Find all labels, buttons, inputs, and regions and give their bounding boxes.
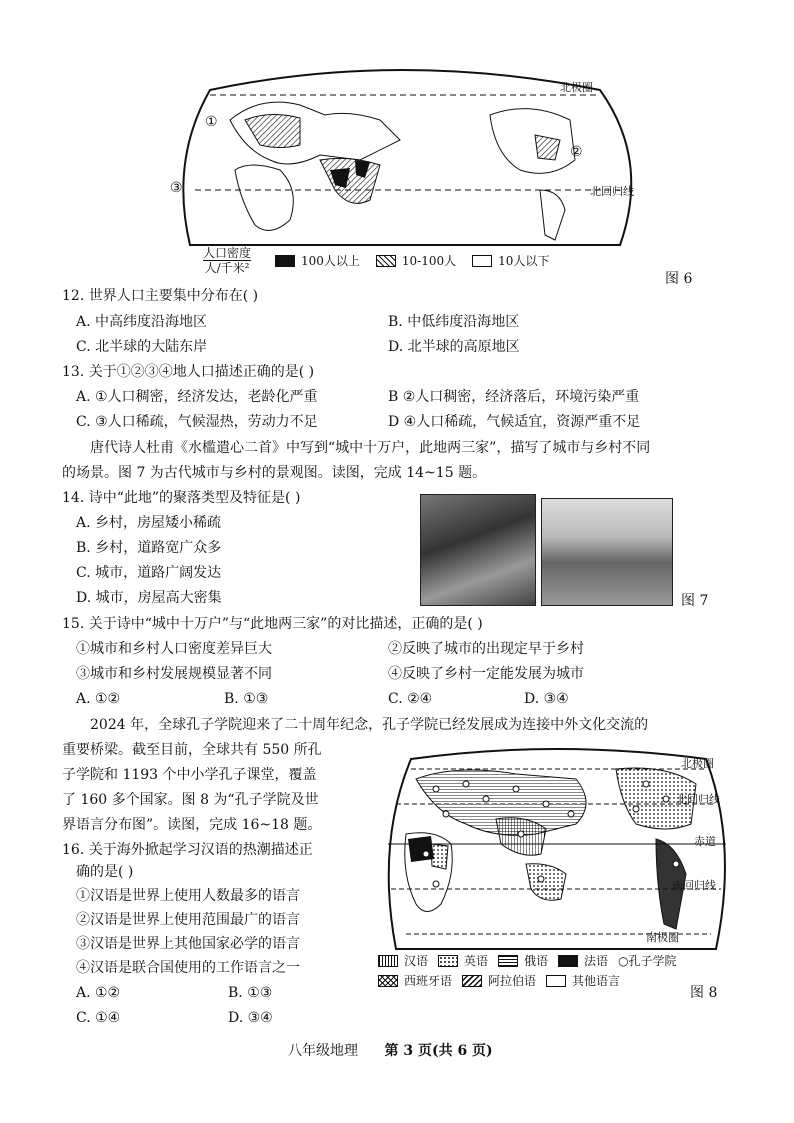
passage1-line2: 的场景。图 7 为古代城市与乡村的景观图。读图，完成 14~15 题。 xyxy=(62,465,487,481)
passage2-line3: 子学院和 1193 个中小学孔子课堂，覆盖 xyxy=(62,767,317,783)
q13-option-c: C. ③人口稀疏，气候湿热，劳动力不足 xyxy=(76,414,318,430)
legend-swatch-other xyxy=(546,975,566,987)
footer-page: 第 3 页(共 6 页) xyxy=(384,1043,493,1059)
q16-stem-line1: 16. 关于海外掀起学习汉语的热潮描述正 xyxy=(62,842,313,858)
q16-statement-1: ①汉语是世界上使用人数最多的语言 xyxy=(76,888,300,904)
legend-swatch-arabic xyxy=(462,975,482,987)
passage2-line1: 2024 年，全球孔子学院迎来了二十周年纪念，孔子学院已经发展成为连接中外文化交流的 xyxy=(90,717,649,733)
fig8-equator-label: 赤道 xyxy=(694,835,716,848)
legend-title-line2: 人/千米² xyxy=(204,261,250,275)
q15-statement-1: ①城市和乡村人口密度差异巨大 xyxy=(76,641,272,657)
figure-6 xyxy=(150,60,660,250)
q16-stem-line2: 确的是( ) xyxy=(76,864,134,880)
q15-stem: 15. 关于诗中“城中十万户”与“此地两三家”的对比描述，正确的是( ) xyxy=(62,616,483,632)
fig8-arctic-label: 北极圈 xyxy=(681,757,714,770)
legend-swatch-chinese xyxy=(378,955,398,967)
marker-2: ② xyxy=(570,144,583,160)
fig6-legend xyxy=(203,246,623,280)
q15-statement-3: ③城市和乡村发展规模显著不同 xyxy=(76,666,272,682)
q13-option-a: A. ①人口稠密，经济发达，老龄化严重 xyxy=(76,389,318,405)
passage2-line2: 重要桥梁。截至目前，全球共有 550 所孔 xyxy=(62,742,322,758)
fig7-village-image xyxy=(541,498,673,606)
legend-item-high: 100人以上 xyxy=(301,254,360,268)
marker-3: ③ xyxy=(170,180,183,196)
page-footer xyxy=(288,1040,493,1060)
legend-swatch-french xyxy=(558,955,578,967)
legend-item-arabic: 阿拉伯语 xyxy=(488,974,537,988)
legend-item-spanish: 西班牙语 xyxy=(404,974,453,988)
q14-option-c: C. 城市，道路广阔发达 xyxy=(76,565,222,581)
q15-option-d: D. ③④ xyxy=(524,691,569,707)
q15-statement-4: ④反映了乡村一定能发展为城市 xyxy=(388,666,584,682)
q12-option-d: D. 北半球的高原地区 xyxy=(388,339,520,355)
q15-option-c: C. ②④ xyxy=(388,691,433,707)
q15-option-a: A. ①② xyxy=(76,691,121,707)
q16-option-c: C. ①④ xyxy=(76,1010,121,1026)
q16-option-a: A. ①② xyxy=(76,985,121,1001)
fig8-legend-row1 xyxy=(378,952,677,969)
legend-swatch-high xyxy=(275,255,295,267)
legend-item-english: 英语 xyxy=(464,954,489,968)
arctic-circle-label: 北极圈 xyxy=(560,81,593,94)
q13-stem: 13. 关于①②③④地人口描述正确的是( ) xyxy=(62,364,315,380)
q16-statement-3: ③汉语是世界上其他国家必学的语言 xyxy=(76,936,300,952)
q14-stem: 14. 诗中“此地”的聚落类型及特征是( ) xyxy=(62,490,301,506)
q14-option-a: A. 乡村，房屋矮小稀疏 xyxy=(76,515,222,531)
marker-1: ① xyxy=(205,114,218,130)
q16-option-d: D. ③④ xyxy=(228,1010,273,1026)
fig8-caption: 图 8 xyxy=(690,985,718,1001)
legend-swatch-russian xyxy=(498,955,518,967)
legend-item-low: 10人以下 xyxy=(498,254,550,268)
q12-option-c: C. 北半球的大陆东岸 xyxy=(76,339,208,355)
footer-subject: 八年级地理 xyxy=(288,1043,358,1059)
fig8-antarctic-label: 南极圈 xyxy=(646,931,679,944)
passage2-line4: 了 160 多个国家。图 8 为“孔子学院及世 xyxy=(62,792,319,808)
legend-item-confucius: ○孔子学院 xyxy=(618,954,677,968)
fig6-caption: 图 6 xyxy=(665,271,693,287)
legend-item-russian: 俄语 xyxy=(524,954,549,968)
legend-item-mid: 10-100人 xyxy=(401,254,457,268)
q12-option-a: A. 中高纬度沿海地区 xyxy=(76,314,208,330)
legend-swatch-english xyxy=(438,955,458,967)
fig8-tropic-s-label: 南回归线 xyxy=(672,879,716,892)
passage1-line1: 唐代诗人杜甫《水槛遣心二首》中写到“城中十万户，此地两三家”，描写了城市与乡村不同 xyxy=(90,440,651,456)
legend-swatch-low xyxy=(472,255,492,267)
legend-swatch-spanish xyxy=(378,975,398,987)
legend-item-french: 法语 xyxy=(584,954,609,968)
q14-option-d: D. 城市，房屋高大密集 xyxy=(76,590,222,606)
language-distribution-map xyxy=(376,744,738,954)
passage2-line5: 界语言分布图”。读图，完成 16~18 题。 xyxy=(62,817,322,833)
q12-stem: 12. 世界人口主要集中分布在( ) xyxy=(62,288,259,304)
q16-option-b: B. ①③ xyxy=(228,985,273,1001)
fig7-caption: 图 7 xyxy=(681,593,709,609)
marker-4: ④ xyxy=(338,175,351,191)
q13-option-b: B ②人口稠密，经济落后，环境污染严重 xyxy=(388,389,640,405)
q16-statement-4: ④汉语是联合国使用的工作语言之一 xyxy=(76,960,300,976)
figure-8 xyxy=(376,744,738,954)
q15-option-b: B. ①③ xyxy=(224,691,269,707)
tropic-label: 北回归线 xyxy=(590,185,634,198)
legend-item-other: 其他语言 xyxy=(572,974,621,988)
fig7-city-image xyxy=(420,494,536,606)
fig8-legend-row2 xyxy=(378,972,620,989)
q14-option-b: B. 乡村，道路宽广众多 xyxy=(76,540,222,556)
q12-option-b: B. 中低纬度沿海地区 xyxy=(388,314,520,330)
legend-swatch-mid xyxy=(376,255,396,267)
fig8-tropic-n-label: 北回归线 xyxy=(676,793,720,806)
q13-option-d: D ④人口稀疏，气候适宜，资源严重不足 xyxy=(388,414,641,430)
legend-title-line1: 人口密度 xyxy=(203,246,252,260)
legend-item-chinese: 汉语 xyxy=(404,954,429,968)
q15-statement-2: ②反映了城市的出现定早于乡村 xyxy=(388,641,584,657)
q16-statement-2: ②汉语是世界上使用范围最广的语言 xyxy=(76,912,300,928)
